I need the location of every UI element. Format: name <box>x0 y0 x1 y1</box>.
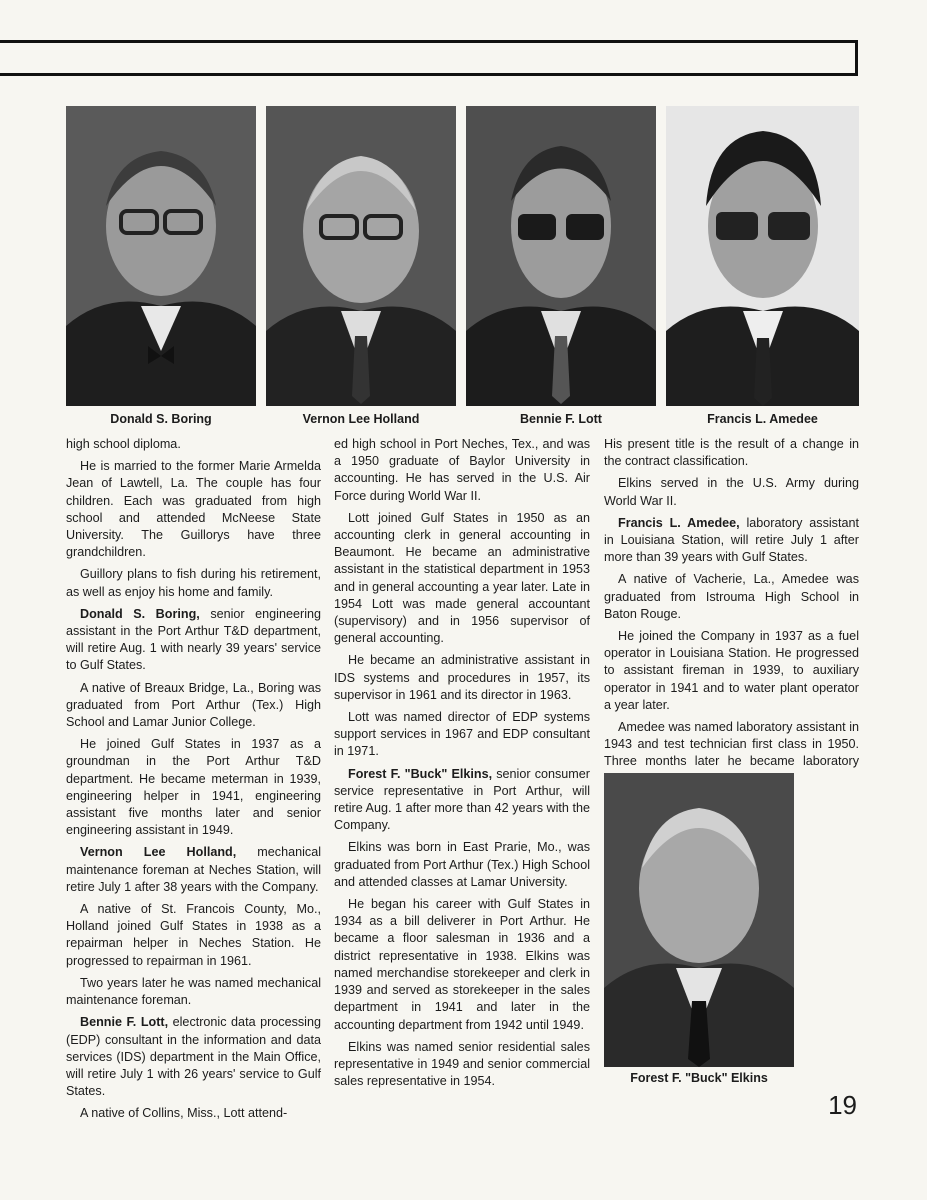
portrait-photo-boring <box>66 106 256 406</box>
portrait-photo-elkins <box>604 773 794 1067</box>
article-column-1 <box>66 436 321 1128</box>
paragraph: Lott was named director of EDP systems support services in 1967 and EDP consultant in 1971. <box>334 710 590 759</box>
portrait-photo-lott <box>466 106 656 406</box>
paragraph: ed high school in Port Neches, Tex., and was a 1950 graduate of Baylor University in accounting. He has served in the U.S. Air Force during World War II. <box>334 437 590 503</box>
paragraph: Guillory plans to fish during his retirement, as well as enjoy his home and family. <box>66 567 321 599</box>
paragraph: He began his career with Gulf States in 1934 as a bill deliverer in Port Arthur. He became a floor salesman in 1936 and a district representative in 1938. Elkins was named merchandise storekeeper and clerk in 1939 and served as storekeeper in the sales department in 1941 and later in the accounting department from 1942 until 1949. <box>334 897 590 1032</box>
paragraph: A native of Vacherie, La., Amedee was graduated from Istrouma High School in Baton Rouge. <box>604 572 859 621</box>
paragraph: A native of Breaux Bridge, La., Boring was graduated from Port Arthur (Tex.) High School and Lamar Junior College. <box>66 680 321 730</box>
portrait-photo-amedee <box>666 106 859 406</box>
paragraph: Amedee was named laboratory assistant in 1943 and test technician first class in 1950. Three months later he became laboratory <box>604 720 859 769</box>
paragraph: Francis L. Amedee, laboratory assistant in Louisiana Station, will retire July 1 after more than 39 years with Gulf States. <box>604 515 859 565</box>
paragraph: A native of St. Francois County, Mo., Holland joined Gulf States in 1938 as a repairman helper in Neches Station. He progressed to repairman in 1961. <box>66 902 321 968</box>
caption-amedee: Francis L. Amedee <box>707 412 818 426</box>
caption-elkins: Forest F. "Buck" Elkins <box>630 1071 768 1085</box>
paragraph: He joined Gulf States in 1937 as a groundman in the Port Arthur T&D department. He became meterman in 1939, engineering helper in 1941, engineering assistant five months later and senior engineering assistant in 1949. <box>66 737 321 838</box>
paragraph: He became an administrative assistant in IDS systems and procedures in 1957, its supervisor in 1961 and its director in 1963. <box>334 653 590 702</box>
article-column-3 <box>604 436 859 793</box>
caption-lott: Bennie F. Lott <box>520 412 602 426</box>
paragraph: A native of Collins, Miss., Lott attend- <box>80 1106 288 1121</box>
paragraph: Elkins was named senior residential sales representative in 1949 and senior commercial sales representative in 1954. <box>334 1039 590 1089</box>
header-rule-box <box>0 40 858 76</box>
paragraph: He joined the Company in 1937 as a fuel operator in Louisiana Station. He progressed to assistant fireman in 1939, to auxiliary operator in 1941 and to water plant operator a year later. <box>604 629 859 712</box>
page-number: 19 <box>828 1090 857 1120</box>
portrait-photo-holland <box>266 106 456 406</box>
paragraph: Lott joined Gulf States in 1950 as an accounting clerk in general accounting in Beaumont. He became an administrative assistant in the statistical department in 1953 and in general accounting a year later. Late in 1954 Lott was made general accountant (supervisory) and in 1956 supervisor of general accounting. <box>334 510 590 646</box>
paragraph: Elkins was born in East Prarie, Mo., was graduated from Port Arthur (Tex.) High School and attended classes at Lamar University. <box>334 840 590 889</box>
paragraph: Bennie F. Lott, electronic data processing (EDP) consultant in the information and data services (IDS) department in the Main Office, will retire July 1 with 26 years' service to Gulf States. <box>66 1015 321 1099</box>
paragraph: high school diploma. <box>66 437 181 451</box>
paragraph: Two years later he was named mechanical maintenance foreman. <box>66 975 321 1008</box>
paragraph: Elkins served in the U.S. Army during World War II. <box>604 476 859 508</box>
article-column-2 <box>334 436 590 1095</box>
caption-holland: Vernon Lee Holland <box>302 412 420 426</box>
paragraph: Vernon Lee Holland, mechanical maintenance foreman at Neches Station, will retire July 1 after 38 years with the Company. <box>66 845 321 894</box>
paragraph: He is married to the former Marie Armelda Jean of Lawtell, La. The couple has four children. Each was graduated from high school and attended McNeese State University. The Guillorys have three grandchildren. <box>66 459 321 560</box>
paragraph: His present title is the result of a change in the contract classification. <box>604 437 859 469</box>
paragraph: Forest F. "Buck" Elkins, senior consumer service representative in Port Arthur, will retire Aug. 1 after more than 42 years with the Company. <box>334 766 590 833</box>
caption-boring: Donald S. Boring <box>110 412 212 426</box>
paragraph: Donald S. Boring, senior engineering assistant in the Port Arthur T&D department, will retire Aug. 1 with nearly 39 years' service to Gulf States. <box>66 606 321 673</box>
